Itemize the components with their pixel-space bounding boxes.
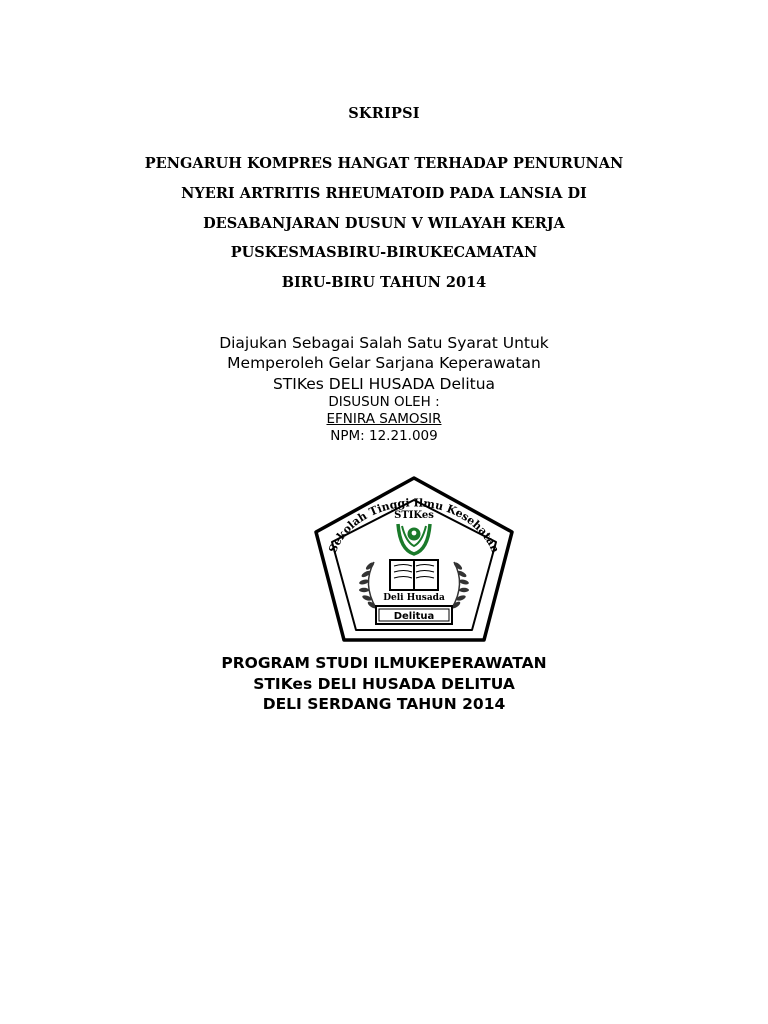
stikes-logo <box>312 474 516 644</box>
compiled-by-label: DISUSUN OLEH : <box>328 394 440 410</box>
logo-ribbon-text: Delitua <box>393 611 435 622</box>
title-line-2: NYERI ARTRITIS RHEUMATOID PADA LANSIA DI <box>181 185 587 202</box>
open-book-icon <box>390 560 438 590</box>
author-name: EFNIRA SAMOSIR <box>326 411 442 427</box>
footer-line-1: PROGRAM STUDI ILMUKEPERAWATAN <box>221 654 547 672</box>
student-id: NPM: 12.21.009 <box>330 428 438 444</box>
footer-line-2: STIKes DELI HUSADA DELITUA <box>253 675 515 693</box>
document-heading: SKRIPSI <box>348 105 420 122</box>
title-line-5: BIRU-BIRU TAHUN 2014 <box>281 274 487 291</box>
logo-acronym: STIKes <box>394 510 434 521</box>
logo-arc-text: Sekolah Tinggi Ilmu Kesehatan <box>326 496 502 555</box>
submission-line-3: STIKes DELI HUSADA Delitua <box>272 375 496 393</box>
footer-line-3: DELI SERDANG TAHUN 2014 <box>262 695 506 713</box>
title-line-4: PUSKESMASBIRU-BIRUKECAMATAN <box>230 244 538 261</box>
submission-line-2: Memperoleh Gelar Sarjana Keperawatan <box>227 354 541 372</box>
logo-institution: Deli Husada <box>383 593 445 603</box>
title-line-1: PENGARUH KOMPRES HANGAT TERHADAP PENURUNAN <box>144 155 624 172</box>
submission-line-1: Diajukan Sebagai Salah Satu Syarat Untuk <box>219 334 549 352</box>
title-line-3: DESABANJARAN DUSUN V WILAYAH KERJA <box>203 215 565 232</box>
